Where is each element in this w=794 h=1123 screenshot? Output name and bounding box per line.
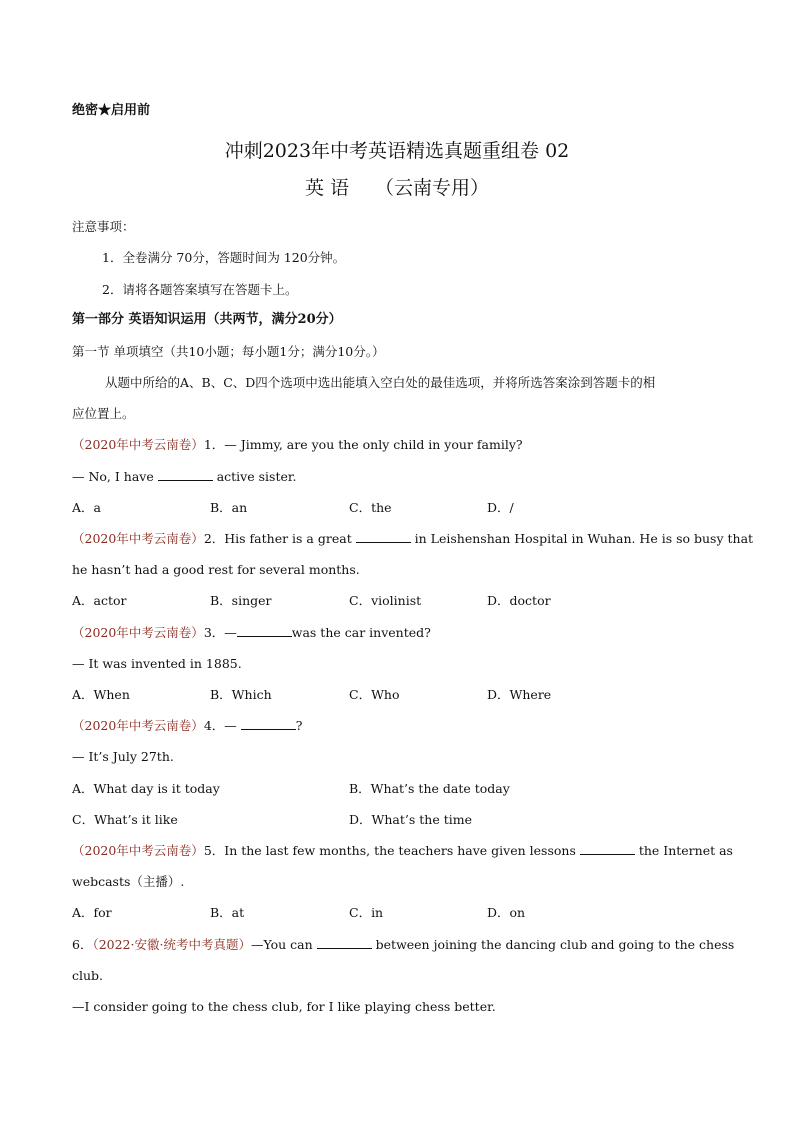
question-6-line2: club. bbox=[72, 968, 104, 983]
region-label: （云南专用） bbox=[375, 177, 490, 199]
question-text: 1．— Jimmy, are you the only child in your family? bbox=[203, 437, 523, 452]
option-a: A．a bbox=[72, 500, 101, 515]
answer-prefix: — No, I have bbox=[72, 469, 158, 484]
answer-suffix: active sister. bbox=[212, 469, 297, 484]
question-text: 2．His father is a great bbox=[203, 531, 356, 546]
option-a: A．actor bbox=[72, 593, 127, 608]
question-4-line2: — It’s July 27th. bbox=[72, 749, 174, 764]
option-c: C．in bbox=[349, 905, 384, 920]
paper-title: 冲刺2023年中考英语精选真题重组卷 02 bbox=[224, 140, 570, 162]
subject-label: 英 语 bbox=[304, 177, 350, 199]
option-d: D．What’s the time bbox=[349, 812, 472, 827]
option-a: A．for bbox=[72, 905, 112, 920]
question-1-stem bbox=[72, 437, 523, 453]
section1-title: 第一节 单项填空（共10小题；每小题1分；满分10分。） bbox=[72, 344, 385, 359]
option-d: D．doctor bbox=[487, 593, 551, 608]
option-d: D．Where bbox=[487, 687, 552, 702]
question-source: （2022·安徽·统考中考真题） bbox=[92, 937, 251, 952]
answer-blank bbox=[580, 843, 635, 855]
question-3-line2: — It was invented in 1885. bbox=[72, 656, 242, 671]
question-3-stem bbox=[72, 625, 431, 641]
question-1-line2 bbox=[72, 469, 296, 485]
question-source: （2020年中考云南卷） bbox=[72, 437, 204, 452]
question-text: —You can bbox=[250, 937, 317, 952]
option-c: C．Who bbox=[349, 687, 400, 702]
question-5-stem bbox=[72, 843, 733, 859]
notes-item-2: 2．请将各题答案填写在答题卡上。 bbox=[102, 282, 298, 297]
question-source: （2020年中考云南卷） bbox=[72, 843, 204, 858]
instruction-line-1: 从题中所给的A、B、C、D四个选项中选出能填入空白处的最佳选项，并将所选答案涂到答题卡的相 bbox=[105, 375, 656, 390]
question-2-line2: he hasn’t had a good rest for several months. bbox=[72, 562, 360, 577]
part1-title: 第一部分 英语知识运用（共两节，满分20分） bbox=[72, 312, 342, 327]
option-b: B．Which bbox=[210, 687, 272, 702]
option-a: A．What day is it today bbox=[72, 781, 220, 796]
question-text-cont: in Leishenshan Hospital in Wuhan. He is so busy that bbox=[410, 531, 754, 546]
option-b: B．an bbox=[210, 500, 248, 515]
option-c: C．the bbox=[349, 500, 392, 515]
answer-blank bbox=[317, 937, 372, 949]
question-number: 6． bbox=[72, 937, 93, 952]
question-text: 3．— bbox=[203, 625, 237, 640]
answer-blank bbox=[158, 469, 213, 481]
answer-blank bbox=[237, 625, 292, 637]
question-6-stem bbox=[72, 937, 734, 953]
option-b: B．singer bbox=[210, 593, 272, 608]
question-text-cont: ? bbox=[295, 718, 303, 733]
question-6-line3: —I consider going to the chess club, for I like playing chess better. bbox=[72, 999, 496, 1014]
option-d: D．/ bbox=[487, 500, 514, 515]
notes-heading: 注意事项： bbox=[72, 219, 135, 234]
question-text-cont: was the car invented? bbox=[291, 625, 431, 640]
option-c: C．violinist bbox=[349, 593, 422, 608]
question-text-cont: between joining the dancing club and going to the chess bbox=[371, 937, 735, 952]
question-source: （2020年中考云南卷） bbox=[72, 531, 204, 546]
option-c: C．What’s it like bbox=[72, 812, 178, 827]
question-source: （2020年中考云南卷） bbox=[72, 718, 204, 733]
instruction-line-2: 应位置上。 bbox=[72, 406, 135, 421]
notes-item-1: 1．全卷满分 70分，答题时间为 120分钟。 bbox=[102, 250, 346, 265]
option-b: B．What’s the date today bbox=[349, 781, 510, 796]
option-a: A．When bbox=[72, 687, 130, 702]
question-5-line2: webcasts（主播）. bbox=[72, 874, 185, 889]
question-text: 5．In the last few months, the teachers have given lessons bbox=[203, 843, 580, 858]
paper-subtitle bbox=[0, 177, 794, 199]
answer-blank bbox=[241, 718, 296, 730]
answer-blank bbox=[356, 531, 411, 543]
question-2-stem bbox=[72, 531, 753, 547]
question-text-cont: the Internet as bbox=[634, 843, 733, 858]
question-text: 4．— bbox=[203, 718, 241, 733]
option-b: B．at bbox=[210, 905, 245, 920]
option-d: D．on bbox=[487, 905, 526, 920]
question-source: （2020年中考云南卷） bbox=[72, 625, 204, 640]
confidential-label: 绝密★启用前 bbox=[72, 103, 151, 118]
question-4-stem bbox=[72, 718, 302, 734]
